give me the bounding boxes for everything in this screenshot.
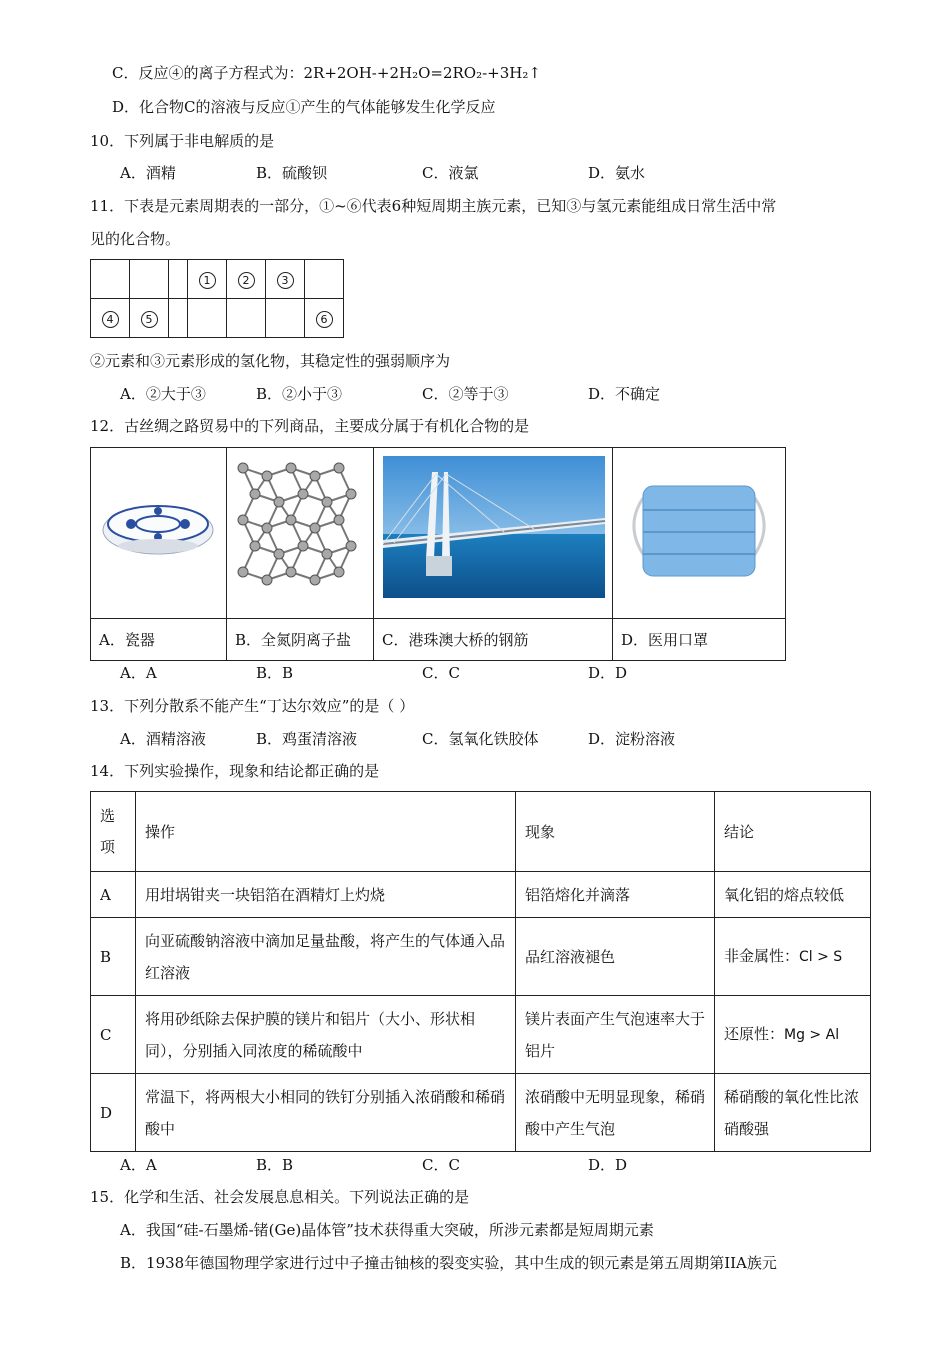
q10-option-d: D．氨水	[588, 164, 646, 182]
q15-stem: 15．化学和生活、社会发展息息相关。下列说法正确的是	[90, 1188, 470, 1206]
lattice-atom	[262, 523, 272, 533]
lattice-atom	[250, 489, 260, 499]
q13-option-a: A．酒精溶液	[120, 730, 206, 748]
header-conclusion: 结论	[715, 792, 871, 872]
lattice-atom	[286, 515, 296, 525]
row-phenomenon: 铝箔熔化并滴落	[516, 872, 715, 918]
element-4-marker: 4	[102, 311, 119, 328]
lattice-atom	[286, 463, 296, 473]
q15-option-b: B．1938年德国物理学家进行过中子撞击铀核的裂变实验，其中生成的钡元素是第五周期第IIA族元	[120, 1254, 777, 1272]
pt-cell	[91, 299, 130, 338]
row-option: B	[91, 918, 136, 996]
q11-option-c: C．②等于③	[422, 385, 509, 403]
q13-options	[120, 728, 675, 749]
table-row	[91, 918, 871, 996]
lattice-atom	[334, 463, 344, 473]
lattice-atom	[298, 541, 308, 551]
q10-option-b: B．硫酸钡	[256, 164, 328, 182]
lattice-atom	[334, 567, 344, 577]
row-option: C	[91, 996, 136, 1074]
table-row	[91, 996, 871, 1074]
q10-options	[120, 162, 645, 183]
element-6-marker: 6	[316, 311, 333, 328]
conclusion-label: 非金属性：	[724, 947, 800, 965]
q9-option-d: D．化合物C的溶液与反应①产生的气体能够发生化学反应	[112, 98, 496, 116]
q14-stem: 14．下列实验操作，现象和结论都正确的是	[90, 762, 380, 780]
conclusion-formula: Mg > Al	[784, 1027, 840, 1043]
lattice-atom	[310, 523, 320, 533]
q12-options	[120, 662, 627, 683]
pt-cell	[130, 260, 169, 299]
row-phenomenon: 浓硝酸中无明显现象，稀硝酸中产生气泡	[516, 1074, 715, 1152]
pt-cell	[169, 260, 188, 299]
q12-image-table	[90, 447, 786, 661]
q12-option-a: A．A	[120, 664, 157, 682]
row-phenomenon: 镁片表面产生气泡速率大于铝片	[516, 996, 715, 1074]
periodic-table-fragment	[90, 259, 344, 338]
q11-options	[120, 383, 660, 404]
q11-question: ②元素和③元素形成的氢化物，其稳定性的强弱顺序为	[90, 352, 451, 370]
q14-option-b: B．B	[256, 1156, 294, 1174]
q14-option-d: D．D	[588, 1156, 628, 1174]
header-option: 选项	[91, 792, 136, 872]
element-2-marker: 2	[238, 272, 255, 289]
lattice-atom	[286, 567, 296, 577]
pt-cell	[130, 299, 169, 338]
conclusion-formula: Cl > S	[799, 949, 843, 965]
lattice-atom	[262, 471, 272, 481]
lattice-atom	[298, 489, 308, 499]
lattice-atom	[274, 549, 284, 559]
lattice-atom	[346, 489, 356, 499]
row-option: D	[91, 1074, 136, 1152]
lattice-atom	[250, 541, 260, 551]
q13-option-c: C．氢氧化铁胶体	[422, 730, 539, 748]
q11-option-a: A．②大于③	[120, 385, 206, 403]
medical-mask-image	[613, 448, 785, 614]
pt-cell	[188, 260, 227, 299]
q12-stem: 12．古丝绸之路贸易中的下列商品，主要成分属于有机化合物的是	[90, 417, 530, 435]
caption-d: D．医用口罩	[613, 619, 786, 661]
q12-option-d: D．D	[588, 664, 628, 682]
q11-stem-line2: 见的化合物。	[90, 230, 181, 248]
caption-a: A．瓷器	[91, 619, 227, 661]
q13-option-b: B．鸡蛋清溶液	[256, 730, 358, 748]
pt-cell	[266, 299, 305, 338]
q12-option-b: B．B	[256, 664, 294, 682]
q10-stem: 10．下列属于非电解质的是	[90, 132, 275, 150]
pt-cell	[91, 260, 130, 299]
lattice-atom	[238, 515, 248, 525]
q14-experiment-table	[90, 791, 871, 1152]
crystal-lattice-image	[227, 448, 373, 614]
row-conclusion	[715, 996, 871, 1074]
pt-cell	[169, 299, 188, 338]
lattice-atom	[322, 549, 332, 559]
pt-cell	[227, 299, 266, 338]
row-operation: 常温下，将两根大小相同的铁钉分别插入浓硝酸和稀硝酸中	[136, 1074, 516, 1152]
element-3-marker: 3	[277, 272, 294, 289]
row-conclusion	[715, 918, 871, 996]
caption-b: B．全氮阴离子盐	[227, 619, 374, 661]
pt-cell	[227, 260, 266, 299]
porcelain-plate-image	[91, 448, 226, 614]
q14-option-c: C．C	[422, 1156, 460, 1174]
row-conclusion: 氧化铝的熔点较低	[715, 872, 871, 918]
q14-options	[120, 1154, 627, 1175]
q11-option-b: B．②小于③	[256, 385, 343, 403]
lattice-atom	[262, 575, 272, 585]
lattice-atom	[334, 515, 344, 525]
row-operation: 将用砂纸除去保护膜的镁片和铝片（大小、形状相同），分别插入同浓度的稀硫酸中	[136, 996, 516, 1074]
header-phenomenon: 现象	[516, 792, 715, 872]
q15-option-a: A．我国“硅-石墨烯-锗(Ge)晶体管”技术获得重大突破，所涉元素都是短周期元素	[120, 1221, 654, 1239]
pt-cell	[266, 260, 305, 299]
lattice-atom	[346, 541, 356, 551]
q9-option-c: C．反应④的离子方程式为：2R+2OH-+2H₂O=2RO₂-+3H₂↑	[112, 64, 541, 82]
bridge-cell	[374, 448, 613, 619]
row-operation: 用坩埚钳夹一块铝箔在酒精灯上灼烧	[136, 872, 516, 918]
mask-cell	[613, 448, 786, 619]
q14-option-a: A．A	[120, 1156, 157, 1174]
conclusion-label: 还原性：	[724, 1025, 785, 1043]
nitrogen-salt-cell	[227, 448, 374, 619]
lattice-atom	[310, 575, 320, 585]
row-conclusion: 稀硝酸的氧化性比浓硝酸强	[715, 1074, 871, 1152]
table-row	[91, 1074, 871, 1152]
q11-option-d: D．不确定	[588, 385, 661, 403]
q11-stem-line1: 11．下表是元素周期表的一部分，①~⑥代表6种短周期主族元素，已知③与氢元素能组成日常生活中常	[90, 197, 777, 215]
q10-option-c: C．液氯	[422, 164, 479, 182]
q10-option-a: A．酒精	[120, 164, 176, 182]
pt-cell	[305, 299, 344, 338]
lattice-atom	[310, 471, 320, 481]
q13-stem: 13．下列分散系不能产生“丁达尔效应”的是（ ）	[90, 697, 415, 715]
lattice-atom	[322, 497, 332, 507]
pt-cell	[188, 299, 227, 338]
element-5-marker: 5	[141, 311, 158, 328]
lattice-atom	[238, 463, 248, 473]
element-1-marker: 1	[199, 272, 216, 289]
row-option: A	[91, 872, 136, 918]
porcelain-cell	[91, 448, 227, 619]
row-operation: 向亚硫酸钠溶液中滴加足量盐酸，将产生的气体通入品红溶液	[136, 918, 516, 996]
pt-cell	[305, 260, 344, 299]
caption-c: C．港珠澳大桥的钢筋	[374, 619, 613, 661]
q12-option-c: C．C	[422, 664, 460, 682]
row-phenomenon: 品红溶液褪色	[516, 918, 715, 996]
header-operation: 操作	[136, 792, 516, 872]
q13-option-d: D．淀粉溶液	[588, 730, 676, 748]
bridge-photo-image	[374, 448, 612, 614]
lattice-atom	[274, 497, 284, 507]
lattice-atom	[238, 567, 248, 577]
table-row	[91, 872, 871, 918]
